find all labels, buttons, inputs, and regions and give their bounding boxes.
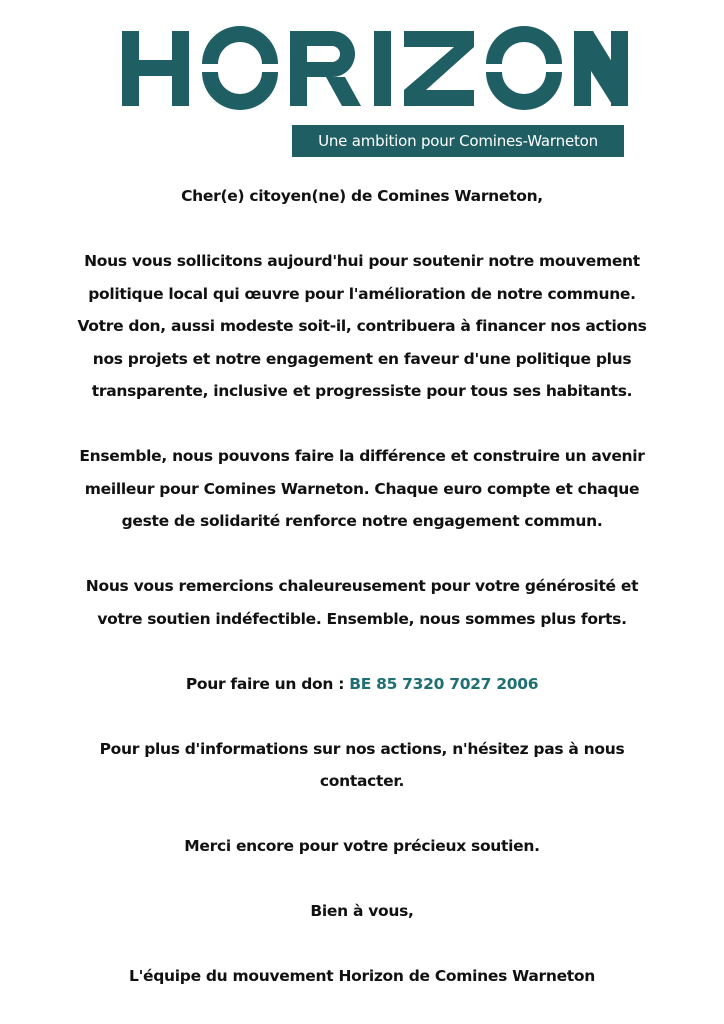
- text-line: transparente, inclusive et progressiste pour tous ses habitants.: [91, 382, 633, 400]
- paragraph-info: [40, 733, 684, 798]
- logo-letter-r: [290, 31, 361, 106]
- horizon-logo: [0, 0, 724, 120]
- text-line: politique local qui œuvre pour l'amélioration de notre commune.: [88, 284, 636, 303]
- logo-letter-o: [202, 26, 278, 110]
- logo-letter-z: [404, 31, 474, 106]
- text-line: Ensemble, nous pouvons faire la différence et construire un avenir: [79, 447, 645, 465]
- logo-letter-o2: [486, 26, 562, 110]
- tagline-text: Une ambition pour Comines-Warneton: [318, 132, 598, 150]
- signature-line: L'équipe du mouvement Horizon de Comines Warneton: [129, 967, 595, 985]
- thanks-line: Merci encore pour votre précieux soutien.: [184, 837, 540, 855]
- tagline-banner: [292, 125, 624, 157]
- logo-letter-h: [122, 31, 189, 106]
- closing-line: Bien à vous,: [310, 902, 414, 920]
- greeting: Cher(e) citoyen(ne) de Comines Warneton,: [181, 187, 543, 205]
- text-line: Pour plus d'informations sur nos actions, n'hésitez pas à nous: [99, 739, 625, 758]
- paragraph-thanks: [40, 570, 684, 635]
- paragraph-appeal: [40, 245, 684, 408]
- text-line: Nous vous remercions chaleureusement pour votre générosité et: [85, 577, 639, 595]
- letter-body: [40, 180, 684, 993]
- text-line: contacter.: [319, 772, 405, 790]
- iban-number: BE 85 7320 7027 2006: [349, 674, 539, 693]
- text-line: Nous vous sollicitons aujourd'hui pour soutenir notre mouvement: [84, 252, 640, 270]
- donation-label: Pour faire un don :: [185, 674, 350, 693]
- text-line: geste de solidarité renforce notre engagement commun.: [121, 512, 603, 530]
- logo-letter-i: [374, 31, 391, 106]
- text-line: Votre don, aussi modeste soit-il, contribuera à financer nos actions: [77, 317, 647, 335]
- text-line: meilleur pour Comines Warneton. Chaque euro compte et chaque: [84, 479, 640, 498]
- logo-letter-n: [574, 31, 628, 106]
- paragraph-together: [40, 440, 684, 538]
- text-line: votre soutien indéfectible. Ensemble, nous sommes plus forts.: [97, 609, 627, 628]
- text-line: nos projets et notre engagement en faveur d'une politique plus: [92, 349, 632, 368]
- donation-line: [40, 668, 684, 701]
